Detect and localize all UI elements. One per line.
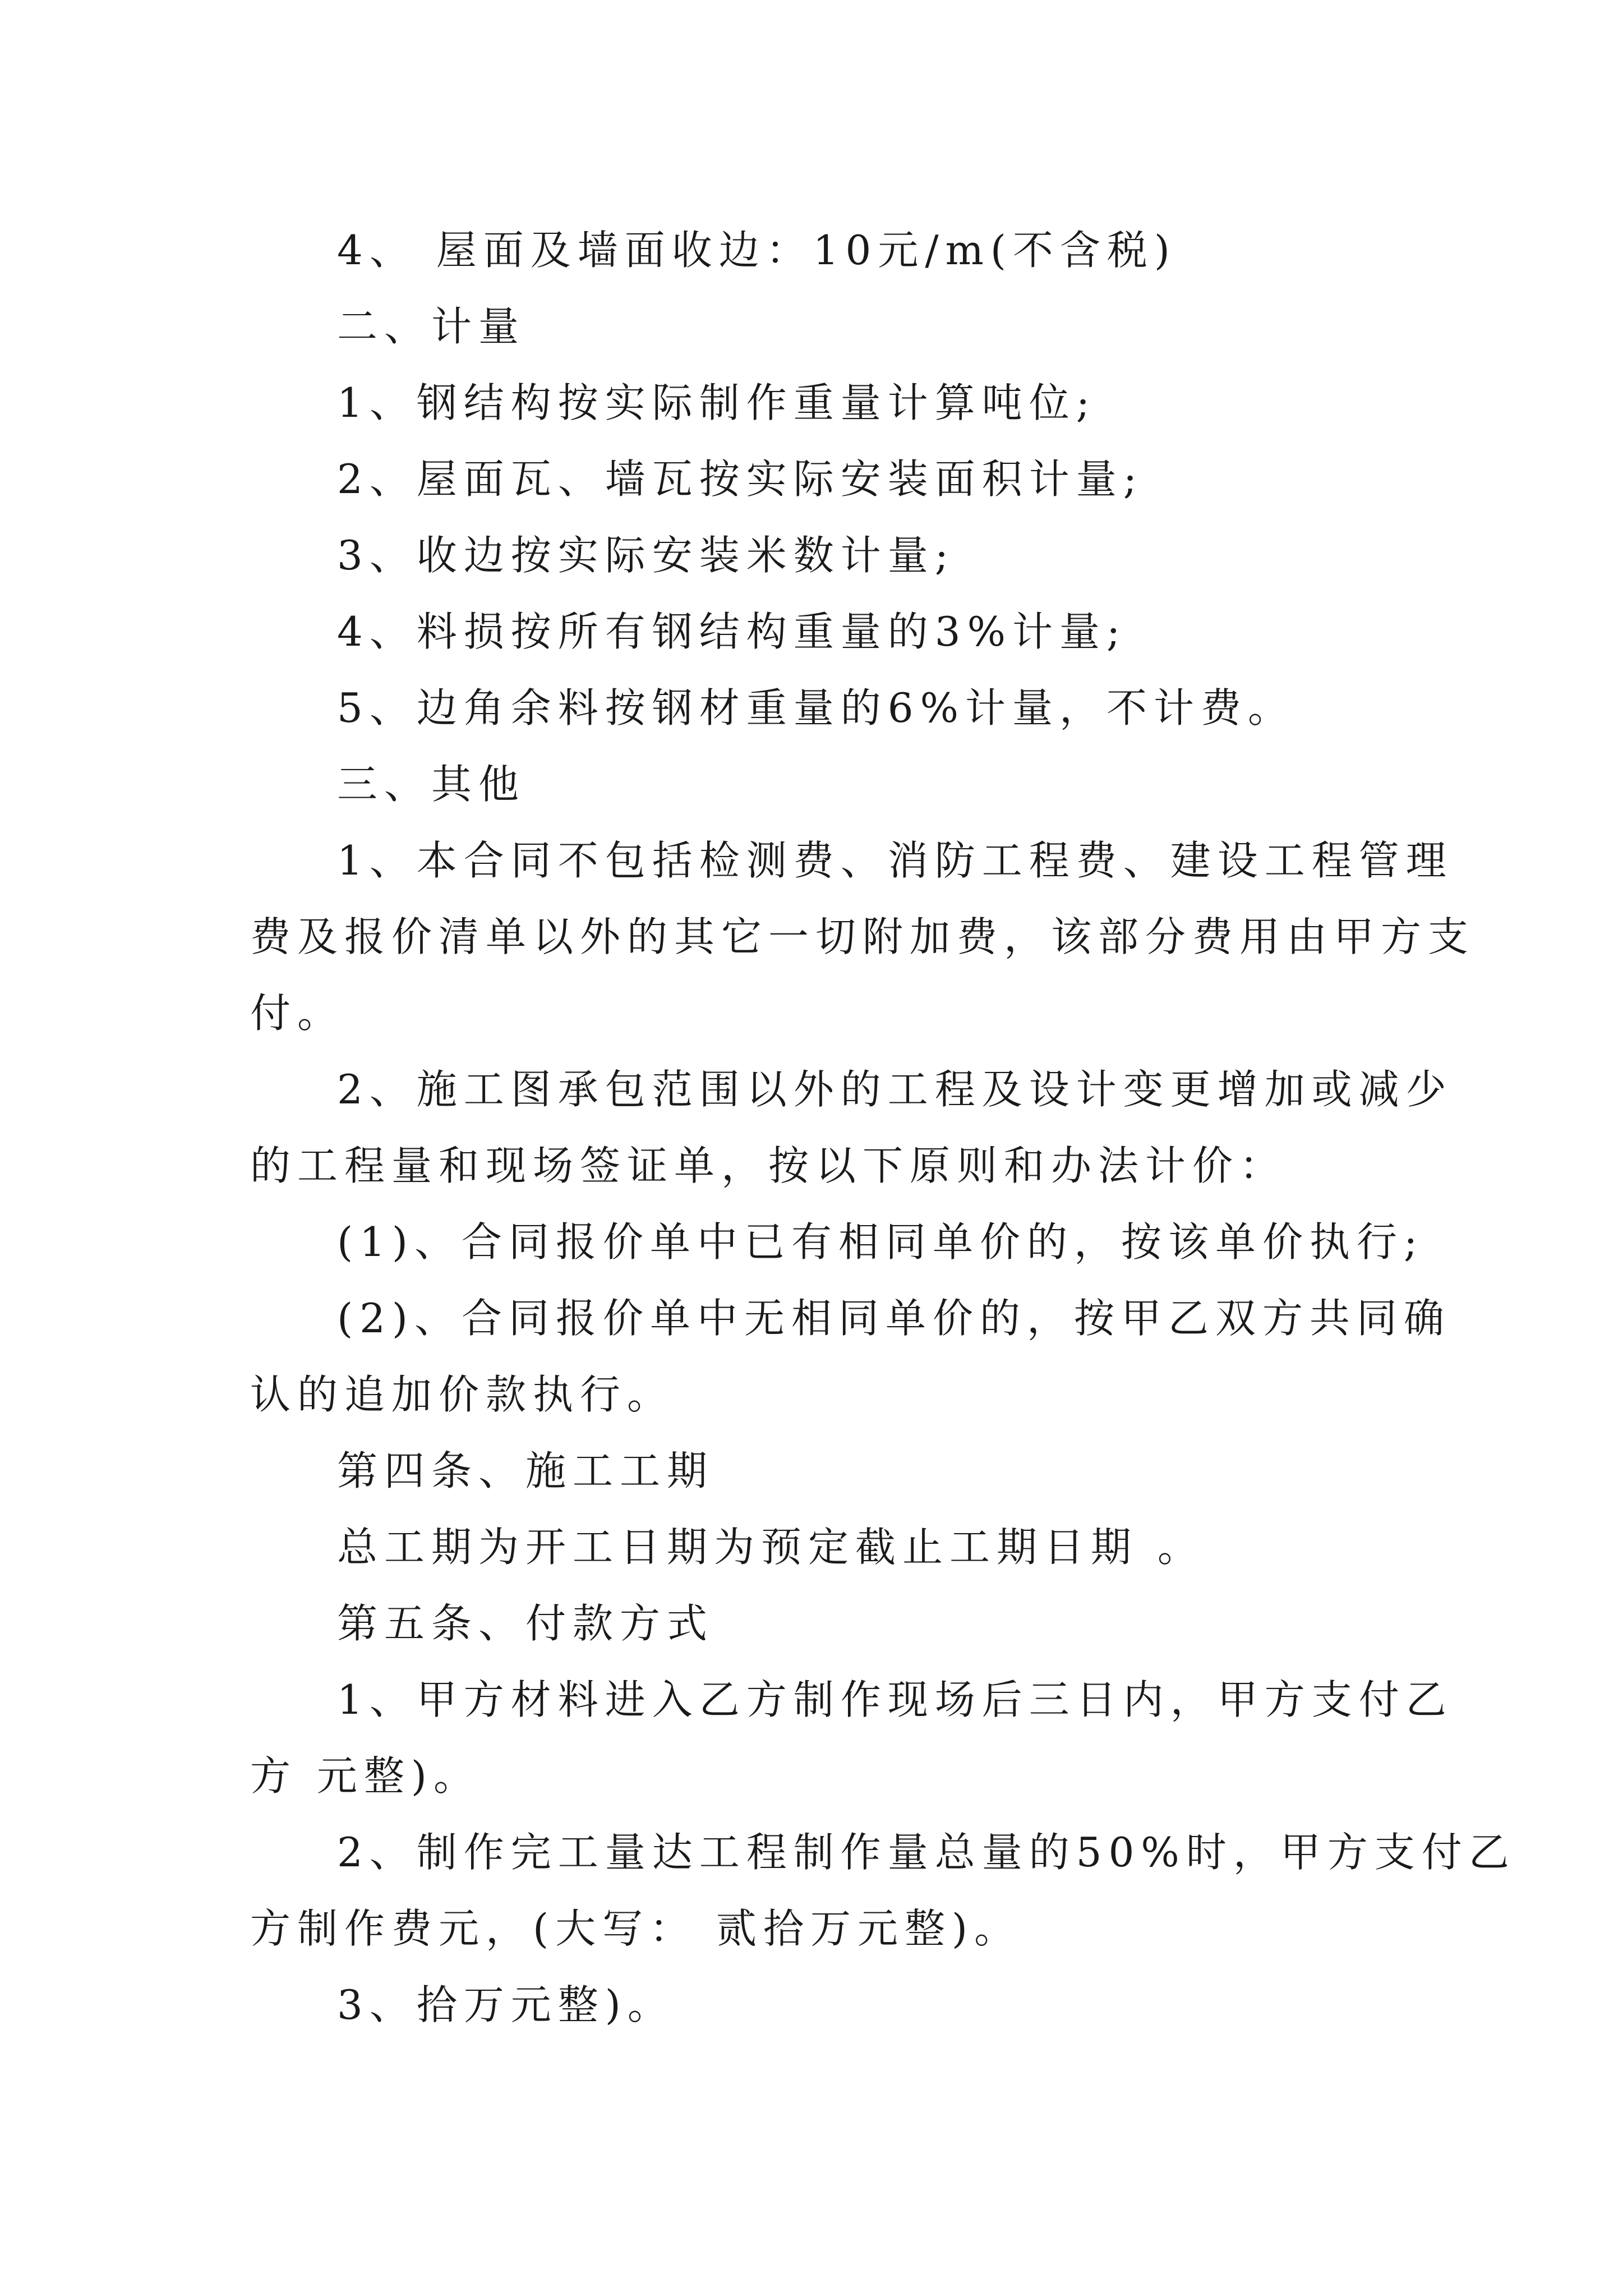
text-line: 总工期为开工日期为预定截止工期日期 。 — [337, 1524, 1205, 1571]
text-line: 的工程量和现场签证单，按以下原则和办法计价： — [250, 1142, 1287, 1189]
text-line: 费及报价清单以外的其它一切附加费，该部分费用由甲方支 — [250, 913, 1476, 960]
text-line: 2、施工图承包范围以外的工程及设计变更增加或减少 — [337, 1066, 1453, 1113]
text-line: 2、屋面瓦、墙瓦按实际安装面积计量; — [337, 455, 1144, 503]
text-line: (2)、合同报价单中无相同单价的，按甲乙双方共同确 — [337, 1295, 1451, 1342]
text-line: 认的追加价款执行。 — [250, 1371, 675, 1418]
text-line: (1)、合同报价单中已有相同单价的，按该单价执行; — [337, 1218, 1424, 1266]
section-heading: 第五条、付款方式 — [337, 1600, 714, 1647]
section-heading: 二、计量 — [337, 303, 526, 350]
text-line: 付。 — [250, 990, 345, 1037]
text-line: 2、制作完工量达工程制作量总量的50%时，甲方支付乙 — [337, 1829, 1516, 1876]
text-line: 3、收边按实际安装米数计量; — [337, 532, 956, 579]
text-line: 5、边角余料按钢材重量的6%计量，不计费。 — [337, 684, 1295, 731]
text-line: 1、本合同不包括检测费、消防工程费、建设工程管理 — [337, 837, 1453, 884]
text-line: 3、拾万元整)。 — [337, 1981, 675, 2028]
text-line: 4、料损按所有钢结构重量的3%计量; — [337, 608, 1127, 655]
text-line: 方制作费元，(大写： 贰拾万元整)。 — [250, 1905, 1022, 1952]
text-line: 方 元整)。 — [250, 1752, 481, 1800]
text-line: 1、甲方材料进入乙方制作现场后三日内，甲方支付乙 — [337, 1676, 1453, 1723]
text-line: 4、 屋面及墙面收边：10元/m(不含税) — [337, 227, 1177, 274]
text-line: 1、钢结构按实际制作重量计算吨位; — [337, 379, 1097, 426]
document-body — [250, 212, 1516, 2043]
section-heading: 第四条、施工工期 — [337, 1447, 714, 1494]
section-heading: 三、其他 — [337, 761, 526, 808]
